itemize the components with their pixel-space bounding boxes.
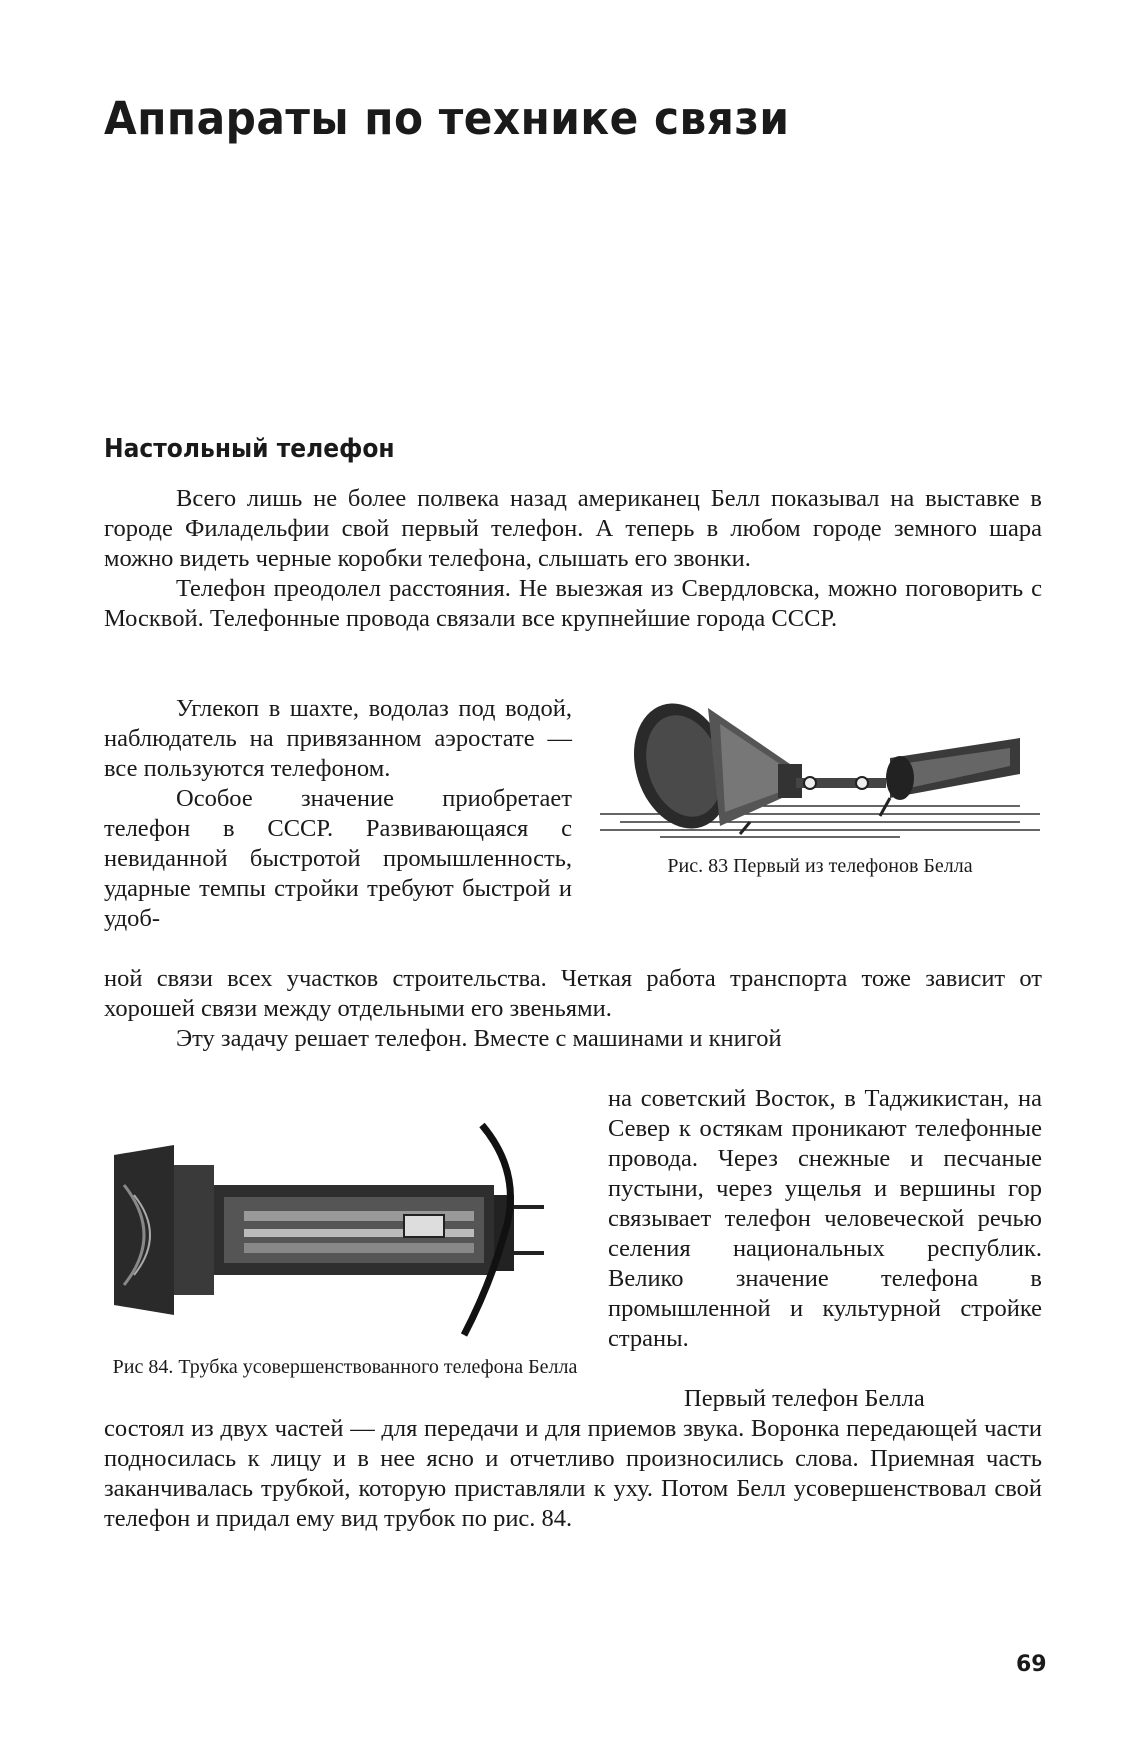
text-column-bottom bbox=[104, 1384, 1042, 1534]
paragraph-2: Телефон преодолел расстояния. Не выезжая из Свердловска, можно поговорить с Москвой. Телефонные провода связали все крупнейшие города СССР. bbox=[104, 575, 1042, 632]
chapter-title: Аппараты по технике связи bbox=[104, 92, 790, 145]
figure-84-caption: Рис 84. Трубка усовершенствованного телефона Белла bbox=[112, 1356, 578, 1378]
figure-83 bbox=[600, 694, 1040, 878]
paragraph-3: Углекоп в шахте, водолаз под водой, наблюдатель на привязанном аэростате — все пользуются телефоном. bbox=[104, 695, 572, 782]
paragraph-1: Всего лишь не более полвека назад американец Белл показывал на выставке в городе Филадельфии свой первый телефон. А теперь в любом городе земного шара можно видеть черные коробки телефона, слышать его звонки. bbox=[104, 485, 1042, 572]
paragraph-4-start: Особое значение приобретает телефон в СССР. Развивающаяся с невиданной быстротой промышленность, ударные темпы стройки требуют быстрой и удоб- bbox=[104, 785, 572, 932]
paragraph-5-start: Эту задачу решает телефон. Вместе с машинами и книгой bbox=[176, 1025, 782, 1052]
paragraph-5-end: на советский Восток, в Таджикистан, на Север к остякам проникают телефонные провода. Через снежные и песчаные пустыни, через ущелья и вершины гор связывает телефон человеческой речью селения национальных республик. Велико значение телефона в промышленной и культурной стройке страны. bbox=[608, 1085, 1042, 1352]
text-column-left bbox=[104, 694, 572, 934]
improved-bell-handset-illustration bbox=[104, 1115, 584, 1345]
page-number: 69 bbox=[1016, 1652, 1047, 1677]
text-column-right bbox=[608, 1084, 1042, 1354]
text-column-middle bbox=[104, 964, 1042, 1054]
text-column-top bbox=[104, 484, 1042, 634]
figure-84 bbox=[104, 1115, 584, 1379]
bell-first-telephone-illustration bbox=[600, 694, 1040, 844]
paragraph-6-end: состоял из двух частей — для передачи и для приемов звука. Воронка передающей части подносилась к лицу и в нее ясно и отчетливо произносились слова. Приемная часть заканчивалась трубкой, которую приставляли к уху. Потом Белл усовершенствовал свой телефон и придал ему вид трубок по рис. 84. bbox=[104, 1415, 1042, 1532]
paragraph-4-end: ной связи всех участков строительства. Четкая работа транспорта тоже зависит от хорошей связи между отдельными его звеньями. bbox=[104, 965, 1042, 1022]
figure-83-caption: Рис. 83 Первый из телефонов Белла bbox=[667, 855, 973, 877]
section-title: Настольный телефон bbox=[104, 434, 395, 464]
paragraph-6-start: Первый телефон Белла bbox=[684, 1385, 925, 1412]
